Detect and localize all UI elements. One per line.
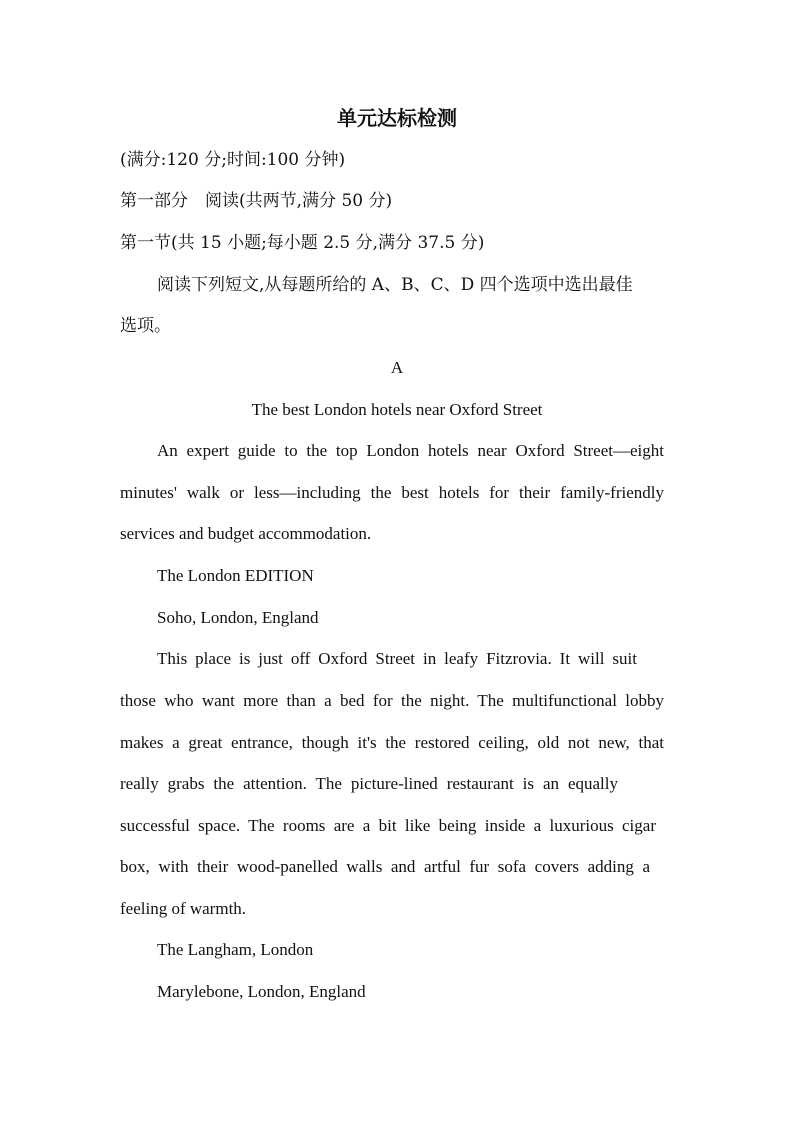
score-info: (满分:120 分;时间:100 分钟) [120, 150, 346, 170]
intro-line: minutes' walk or less—including the best hotels for their family-friendly [120, 483, 664, 502]
section-heading: 第一节(共 15 小题;每小题 2.5 分,满分 37.5 分) [120, 233, 485, 253]
hotel-description-line: This place is just off Oxford Street in leafy Fitzrovia. It will suit [157, 649, 637, 668]
part-heading: 第一部分 阅读(共两节,满分 50 分) [120, 191, 393, 211]
hotel-description-line: successful space. The rooms are a bit like being inside a luxurious cigar [120, 816, 656, 835]
hotel-description-line: box, with their wood-panelled walls and artful fur sofa covers adding a [120, 857, 650, 876]
hotel-name: The London EDITION [157, 566, 314, 585]
hotel-description-line: really grabs the attention. The picture-lined restaurant is an equally [120, 774, 618, 793]
passage-letter: A [390, 358, 404, 377]
page-title: 单元达标检测 [337, 106, 457, 130]
hotel-description-line: makes a great entrance, though it's the restored ceiling, old not new, that [120, 733, 664, 752]
hotel-name: The Langham, London [157, 940, 314, 959]
hotel-location: Soho, London, England [157, 608, 319, 627]
passage-title: The best London hotels near Oxford Street [251, 400, 543, 419]
instruction-line: 选项。 [120, 316, 171, 336]
hotel-location: Marylebone, London, England [157, 982, 366, 1001]
instruction-line: 阅读下列短文,从每题所给的 A、B、C、D 四个选项中选出最佳 [157, 275, 633, 295]
hotel-description-line: feeling of warmth. [120, 899, 247, 918]
hotel-description-line: those who want more than a bed for the night. The multifunctional lobby [120, 691, 664, 710]
intro-line: An expert guide to the top London hotels near Oxford Street—eight [157, 441, 664, 460]
intro-line: services and budget accommodation. [120, 524, 372, 543]
